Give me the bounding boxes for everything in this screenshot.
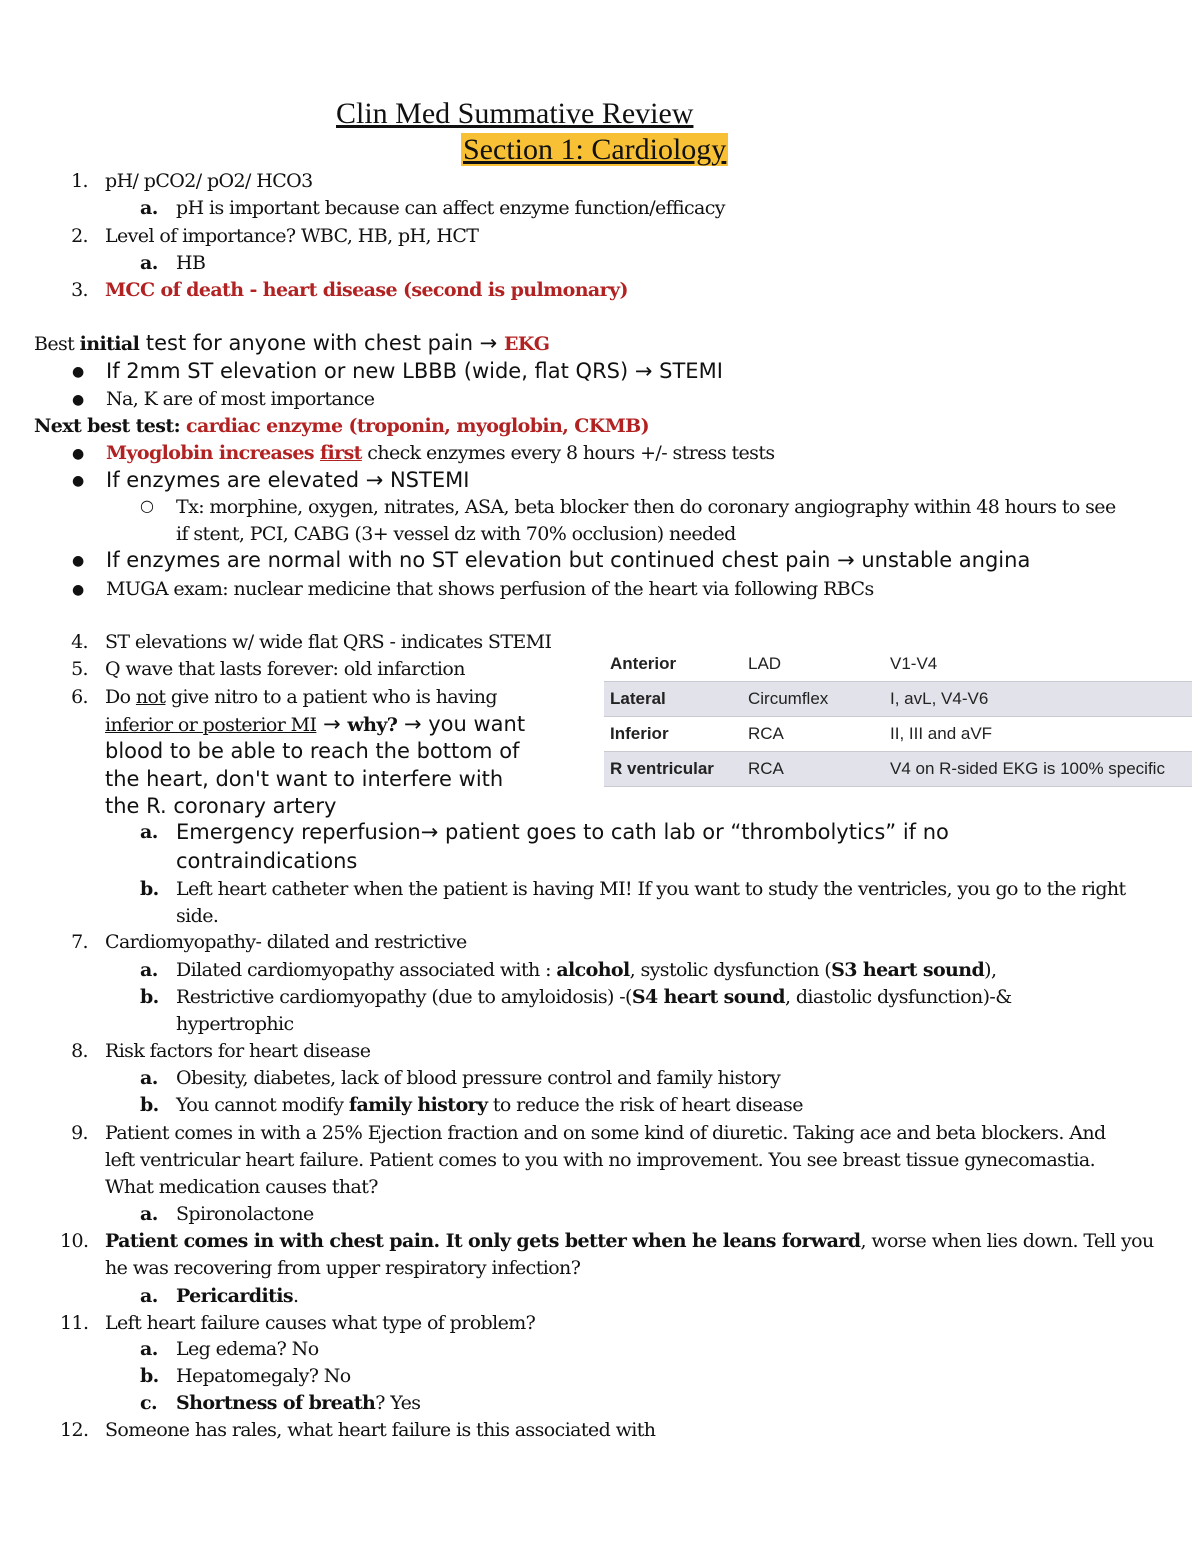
list-item-11b: [140, 1365, 351, 1387]
table-cell-region: Lateral: [604, 682, 742, 717]
text-run: .: [292, 1285, 299, 1307]
bullet-dot-icon: ●: [72, 473, 85, 489]
table-cell-region: Inferior: [604, 717, 742, 752]
text-run: Best: [34, 333, 80, 355]
best-initial-test-line: [34, 333, 549, 354]
list-item-6b-cont: side.: [176, 905, 219, 927]
text-run-bold: family history: [348, 1094, 488, 1116]
list-item-10a: [140, 1285, 299, 1307]
text-run-red: cardiac enzyme (troponin, myoglobin, CKMB): [186, 415, 649, 437]
sub-text: Left heart catheter when the patient is having MI! If you want to study the ventricles, you go to the right: [176, 878, 1126, 900]
table-cell-artery: RCA: [742, 752, 884, 787]
sub-label: a.: [140, 197, 158, 219]
text-run: to reduce the risk of heart disease: [487, 1094, 803, 1116]
sub-text: Hepatomegaly? No: [176, 1365, 351, 1387]
list-item-8a: [140, 1067, 781, 1089]
table-cell-region: R ventricular: [604, 752, 742, 787]
page-title: Clin Med Summative Review: [336, 97, 694, 130]
item-number: 5.: [71, 658, 88, 680]
bullet-dot-icon: ●: [72, 392, 84, 408]
bullet-dot-icon: ●: [72, 446, 84, 462]
table-cell-leads: II, III and aVF: [884, 717, 1192, 752]
text-run-bold: why?: [347, 714, 398, 736]
sub-text: [176, 1287, 298, 1306]
item-number: 3.: [71, 279, 88, 301]
table-row: [604, 647, 1192, 682]
text-run: Do: [105, 686, 136, 708]
list-item-9-line2: left ventricular heart failure. Patient comes to you with no improvement. You see breast tissue gynecomastia.: [105, 1149, 1096, 1171]
sub-text: Leg edema? No: [176, 1338, 319, 1360]
text-run: , systolic dysfunction (: [629, 959, 832, 981]
sub-bullet-treatment-cont: if stent, PCI, CABG (3+ vessel dz with 70% occlusion) needed: [176, 523, 736, 545]
sub-label: c.: [140, 1392, 157, 1414]
text-run-red: Myoglobin increases: [106, 442, 320, 464]
list-item-7b: [140, 986, 1012, 1008]
text-run: , worse when lies down. Tell you: [860, 1230, 1154, 1252]
item-text: [105, 1232, 1154, 1251]
bullet-dot-icon: ●: [72, 553, 85, 569]
table-row: [604, 682, 1192, 717]
sub-text: HB: [176, 252, 206, 274]
sub-text: Emergency reperfusion→ patient goes to cath lab or “thrombolytics” if no: [176, 820, 949, 844]
text-run-red: EKG: [503, 333, 550, 355]
table-cell-leads: V4 on R-sided EKG is 100% specific: [884, 752, 1192, 787]
list-item-11a: [140, 1338, 319, 1360]
list-item-6a-cont: contraindications: [176, 849, 358, 873]
sub-text: [176, 1394, 420, 1413]
text-run: give nitro to a patient who is having: [165, 686, 497, 708]
next-best-test-line: [34, 417, 649, 436]
item-text: ST elevations w/ wide flat QRS - indicates STEMI: [105, 631, 552, 653]
bullet-dot-icon: ●: [72, 364, 85, 380]
item-number: 11.: [60, 1312, 89, 1334]
section-heading: [461, 135, 728, 165]
list-item-10-line2: he was recovering from upper respiratory infection?: [105, 1257, 581, 1279]
text-run-bold: Patient comes in with chest pain. It only gets better when he leans forward: [105, 1230, 861, 1252]
bullet-text: Na, K are of most importance: [106, 388, 375, 410]
text-run-sans: test for anyone with chest pain →: [139, 331, 504, 355]
item-number: 4.: [71, 631, 88, 653]
sub-bullet-text: Tx: morphine, oxygen, nitrates, ASA, beta blocker then do coronary angiography within 48 hours to see: [176, 496, 1116, 518]
text-run-bold: S3 heart sound: [831, 959, 985, 981]
table-cell-artery: RCA: [742, 717, 884, 752]
sub-text: [176, 988, 1012, 1007]
text-run-bold: initial: [79, 333, 140, 355]
sub-label: a.: [140, 959, 158, 981]
text-run-red-underline: first: [319, 442, 362, 464]
item-text: MCC of death - heart disease (second is pulmonary): [105, 279, 628, 301]
table-cell-leads: V1-V4: [884, 647, 1192, 682]
table-cell-artery: LAD: [742, 647, 884, 682]
text-run-underline: inferior or posterior MI: [105, 714, 317, 736]
sub-label: a.: [140, 1338, 158, 1360]
bullet-text: If enzymes are elevated → NSTEMI: [106, 468, 470, 492]
item-text: Cardiomyopathy- dilated and restrictive: [105, 931, 467, 953]
list-item-6-line2: [105, 714, 525, 735]
list-item-6-line3: blood to be able to reach the bottom of: [105, 739, 520, 763]
text-run-bold: S4 heart sound: [631, 986, 785, 1008]
list-item-2a: [140, 252, 206, 274]
sub-text: pH is important because can affect enzyme function/efficacy: [176, 197, 725, 219]
list-item-11c: [140, 1392, 421, 1414]
section-heading-text: Section 1: Cardiology: [463, 133, 727, 166]
sub-label: a.: [140, 821, 158, 843]
table-cell-artery: Circumflex: [742, 682, 884, 717]
item-text: Q wave that lasts forever: old infarction: [105, 658, 465, 680]
text-run-bold: Shortness of breath: [176, 1392, 376, 1414]
text-run-bold: Next best test:: [34, 415, 187, 437]
text-run-sans: →: [316, 712, 348, 736]
item-text: Left heart failure causes what type of problem?: [105, 1312, 536, 1334]
item-number: 1.: [71, 170, 88, 192]
text-run: Restrictive cardiomyopathy (due to amyloidosis) -(: [176, 986, 632, 1008]
item-text: pH/ pCO2/ pO2/ HCO3: [105, 170, 313, 192]
text-run-underline: not: [135, 686, 166, 708]
bullet-text: If 2mm ST elevation or new LBBB (wide, flat QRS) → STEMI: [106, 359, 723, 383]
text-run-bold: alcohol: [556, 959, 630, 981]
list-item-6-line5: the R. coronary artery: [105, 794, 337, 818]
sub-label: a.: [140, 252, 158, 274]
sub-text: Obesity, diabetes, lack of blood pressure control and family history: [176, 1067, 781, 1089]
bullet-text: MUGA exam: nuclear medicine that shows perfusion of the heart via following RBCs: [106, 578, 874, 600]
sub-text: [176, 1096, 803, 1115]
text-run-sans: → you want: [397, 712, 526, 736]
list-item-1a: [140, 197, 725, 219]
text-run: check enzymes every 8 hours +/- stress tests: [361, 442, 775, 464]
table-cell-leads: I, avL, V4-V6: [884, 682, 1192, 717]
sub-label: a.: [140, 1203, 158, 1225]
list-item-7b-cont: hypertrophic: [176, 1013, 294, 1035]
item-text: Patient comes in with a 25% Ejection fraction and on some kind of diuretic. Taking ace and beta blockers. And: [105, 1122, 1106, 1144]
bullet-dot-icon: ●: [72, 582, 84, 598]
item-text: Level of importance? WBC, HB, pH, HCT: [105, 225, 479, 247]
text-run: ),: [984, 959, 997, 981]
list-item-6-line4: the heart, don't want to interfere with: [105, 767, 504, 791]
sub-label: b.: [140, 878, 159, 900]
text-run: Dilated cardiomyopathy associated with :: [176, 959, 557, 981]
list-item-6a: [140, 820, 949, 844]
text-run: , diastolic dysfunction)-&: [784, 986, 1012, 1008]
item-number: 9.: [71, 1122, 88, 1144]
bullet-text: [106, 444, 775, 463]
sub-label: a.: [140, 1067, 158, 1089]
text-run: You cannot modify: [176, 1094, 349, 1116]
list-item-9a: [140, 1203, 314, 1225]
item-number: 2.: [71, 225, 88, 247]
sub-label: b.: [140, 1094, 159, 1116]
text-run-bold: Pericarditis: [176, 1285, 293, 1307]
item-text: Risk factors for heart disease: [105, 1040, 371, 1062]
sub-label: b.: [140, 986, 159, 1008]
item-text: [105, 688, 497, 707]
list-item-6b: [140, 878, 1126, 900]
item-text: Someone has rales, what heart failure is this associated with: [105, 1419, 656, 1441]
circle-bullet-icon: ○: [140, 496, 154, 515]
list-item-8b: [140, 1094, 803, 1116]
item-number: 6.: [71, 686, 88, 708]
sub-label: a.: [140, 1285, 158, 1307]
bullet-text: If enzymes are normal with no ST elevation but continued chest pain → unstable angina: [106, 548, 1031, 572]
item-number: 8.: [71, 1040, 88, 1062]
sub-text: [176, 961, 996, 980]
table-cell-region: Anterior: [604, 647, 742, 682]
mi-localization-table: [604, 647, 1192, 787]
item-number: 10.: [60, 1230, 89, 1252]
item-number: 7.: [71, 931, 88, 953]
sub-text: Spironolactone: [176, 1203, 314, 1225]
sub-label: b.: [140, 1365, 159, 1387]
text-run: ? Yes: [375, 1392, 421, 1414]
list-item-7a: [140, 959, 997, 981]
list-item-9-line3: What medication causes that?: [105, 1176, 378, 1198]
item-number: 12.: [60, 1419, 89, 1441]
table-row: [604, 717, 1192, 752]
table-row: [604, 752, 1192, 787]
